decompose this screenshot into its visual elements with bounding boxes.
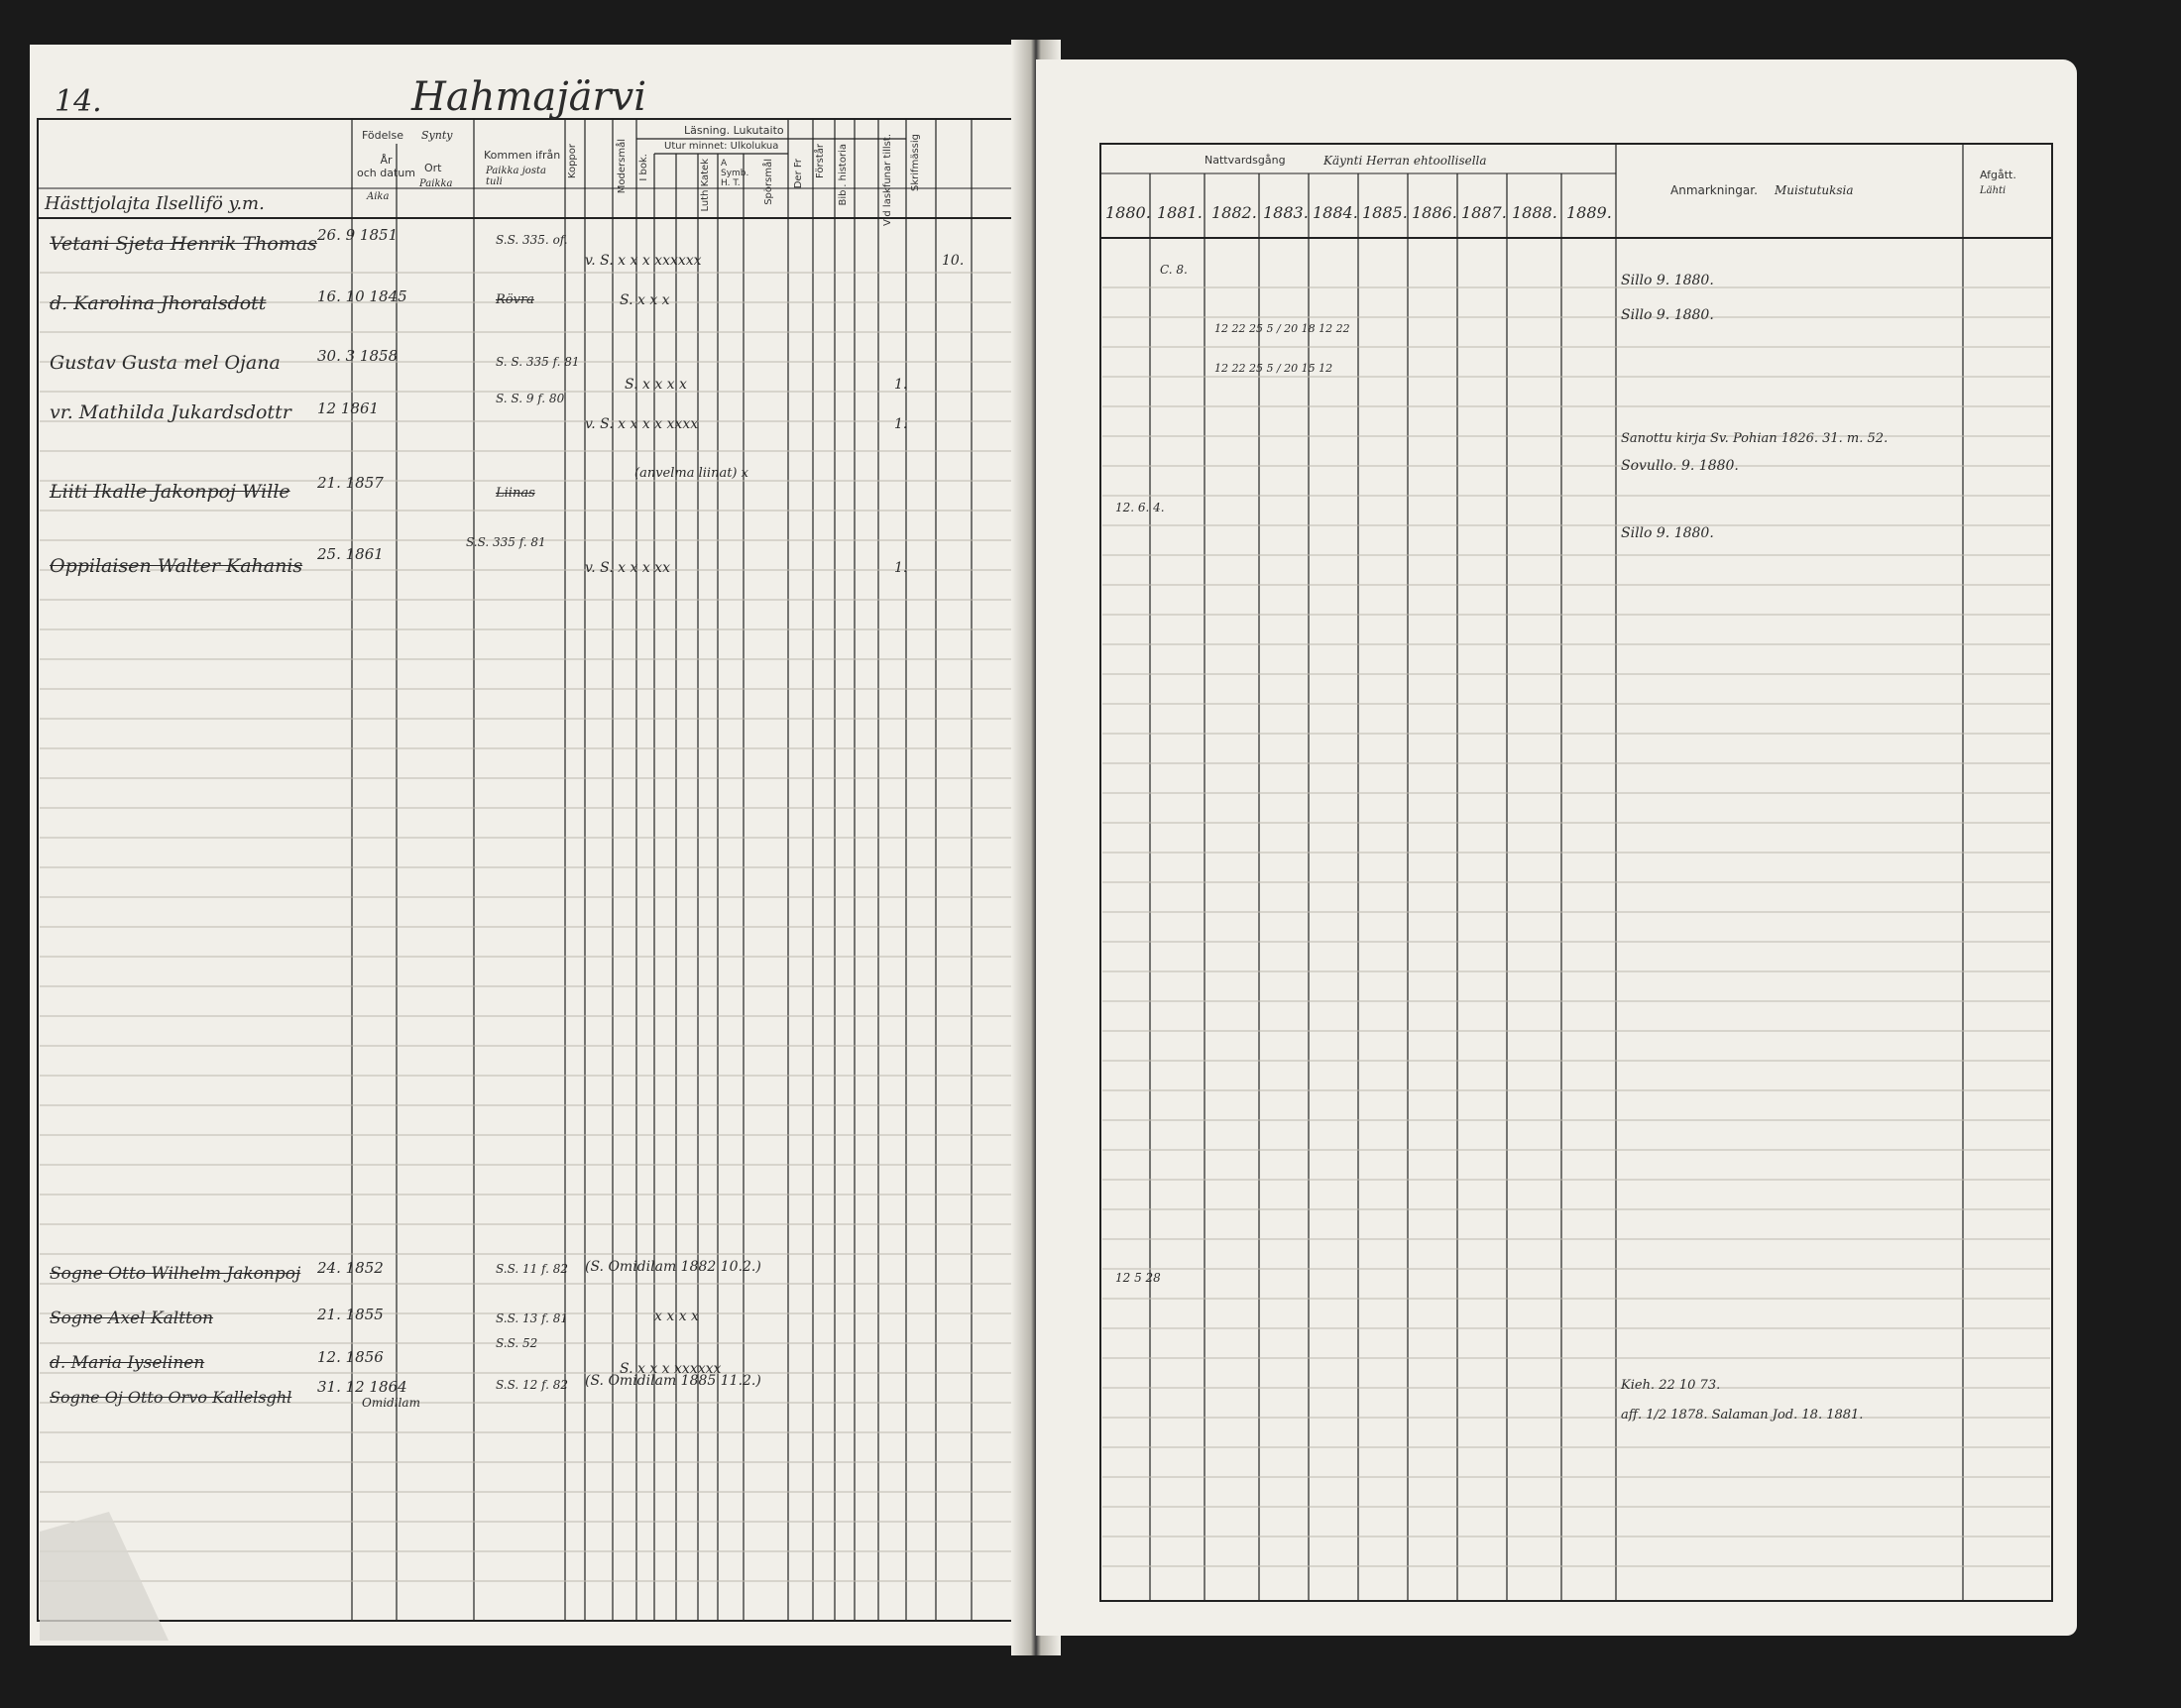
mother-tongue-header: Modersmål bbox=[617, 139, 628, 194]
entry-date: 30. 3 1858 bbox=[317, 347, 399, 365]
entry-note: 1. bbox=[894, 377, 908, 393]
bible-history-header: Bibl. historia bbox=[838, 144, 849, 206]
entry-moved-from: S.S. 52 bbox=[496, 1336, 538, 1350]
by-heart-header: Utur minnet: Ulkolukua bbox=[664, 141, 779, 152]
year-header: 1882. bbox=[1211, 203, 1257, 222]
entry-marks: (S. Omidilam 1882 10.2.) bbox=[585, 1259, 761, 1275]
entry-moved-from: S.S. 335. of. bbox=[496, 233, 568, 247]
name-column-header: Hästtjolajta Ilsellifö y.m. bbox=[45, 193, 265, 214]
confirmation-header: Vid laskfunar tillst. bbox=[882, 134, 893, 227]
entry-marks: v. S. x x x xx bbox=[585, 560, 670, 576]
moved-from-header-fi: Paikka josta tuli bbox=[486, 166, 546, 187]
communion-mark: 12 22 25 5 / 20 15 12 bbox=[1214, 362, 1333, 375]
entry-date: 26. 9 1851 bbox=[317, 226, 399, 244]
entry-marks: S. x x x x bbox=[625, 377, 687, 393]
remark-text: Sanottu kirja Sv. Pohian 1826. 31. m. 52. bbox=[1621, 431, 1889, 446]
entry-date: 12 1861 bbox=[317, 399, 380, 417]
birth-header-fi: Synty bbox=[421, 129, 453, 142]
entry-name: d. Maria Iyselinen bbox=[50, 1353, 205, 1373]
departed-header-fi: Lähti bbox=[1980, 185, 2007, 196]
remarks-header-fi: Muistutuksia bbox=[1775, 183, 1854, 197]
remark-text: Kieh. 22 10 73. bbox=[1621, 1378, 1721, 1393]
entry-marks: (S. Omidilam 1885 11.2.) bbox=[585, 1373, 761, 1389]
year-header: 1881. bbox=[1157, 203, 1203, 222]
remark-text: Sillo 9. 1880. bbox=[1621, 307, 1714, 323]
small-catechism-header: Luth Katek bbox=[700, 159, 711, 212]
entry-name: d. Karolina Jhoralsdott bbox=[50, 292, 267, 314]
departed-header: Afgått. bbox=[1980, 169, 2016, 181]
entry-date: 21. 1855 bbox=[317, 1306, 384, 1323]
left-page bbox=[30, 45, 1041, 1646]
communion-header-fi: Käynti Herran ehtoollisella bbox=[1323, 154, 1487, 168]
year-header: 1883. bbox=[1263, 203, 1309, 222]
remarks-header: Anmarkningar. bbox=[1670, 183, 1758, 197]
understanding-header: Förstår bbox=[815, 144, 826, 178]
entry-moved-from: Liinas bbox=[496, 486, 535, 501]
catechism-mark-header: Skrifmässig bbox=[910, 134, 921, 191]
entry-moved-from: S.S. 335 f. 81 bbox=[466, 535, 546, 549]
smallpox-header: Koppor bbox=[567, 144, 578, 179]
birth-header: Födelse bbox=[362, 129, 403, 142]
year-header: 1884. bbox=[1313, 203, 1358, 222]
year-header: 1889. bbox=[1566, 203, 1612, 222]
entry-note: Omidilam bbox=[362, 1396, 420, 1410]
entry-name: Liiti Ikalle Jakonpoj Wille bbox=[50, 481, 290, 503]
entry-name: Gustav Gusta mel Ojana bbox=[50, 352, 281, 374]
remark-text: Sovullo. 9. 1880. bbox=[1621, 458, 1739, 474]
entry-moved-from: S.S. 11 f. 82 bbox=[496, 1262, 569, 1276]
entry-date: 12. 1856 bbox=[317, 1348, 384, 1366]
entry-marks: v. S. x x x x xxxx bbox=[585, 416, 699, 432]
entry-name: Vetani Sjeta Henrik Thomas bbox=[50, 233, 317, 255]
entry-moved-from: S.S. 13 f. 81 bbox=[496, 1311, 569, 1325]
entry-date: 31. 12 1864 bbox=[317, 1378, 407, 1396]
birth-place-header-fi: Paikka bbox=[419, 178, 453, 189]
moved-from-header: Kommen ifrån bbox=[484, 149, 561, 162]
reading-header: Läsning. Lukutaito bbox=[684, 124, 784, 137]
communion-mark: 12 5 28 bbox=[1115, 1271, 1161, 1285]
entry-marks: S. x x x xxxxxx bbox=[620, 1361, 722, 1377]
entry-marks: x x x x bbox=[654, 1309, 699, 1324]
remark-text: Sillo 9. 1880. bbox=[1621, 525, 1714, 541]
year-header: 1887. bbox=[1461, 203, 1507, 222]
a-symb-header: A Symb. H. T. bbox=[721, 159, 749, 188]
entry-date: 16. 10 1845 bbox=[317, 287, 407, 305]
remark-text: aff. 1/2 1878. Salaman Jod. 18. 1881. bbox=[1621, 1408, 1864, 1423]
right-page bbox=[1036, 59, 2077, 1636]
communion-header: Nattvardsgång bbox=[1205, 154, 1286, 167]
entry-date: 25. 1861 bbox=[317, 545, 384, 563]
entry-name: vr. Mathilda Jukardsdottr bbox=[50, 401, 291, 423]
remark-text: Sillo 9. 1880. bbox=[1621, 273, 1714, 288]
year-header: 1886. bbox=[1412, 203, 1457, 222]
in-book-header: I bok. bbox=[638, 154, 649, 181]
der-fr-header: Der Fr bbox=[793, 159, 804, 189]
entry-note: 1. bbox=[894, 560, 908, 576]
page-number: 14. bbox=[55, 84, 102, 119]
questions-header: Spörsmål bbox=[763, 159, 774, 205]
entry-note: 10. bbox=[942, 253, 965, 269]
entry-note: 1. bbox=[894, 416, 908, 432]
entry-marks: S. x x x bbox=[620, 292, 670, 308]
birth-year-header: År och datum bbox=[357, 154, 415, 179]
communion-mark: C. 8. bbox=[1160, 263, 1188, 277]
entry-date: 24. 1852 bbox=[317, 1259, 384, 1277]
year-header: 1880. bbox=[1105, 203, 1151, 222]
birth-year-header-fi: Aika bbox=[367, 191, 390, 202]
entry-moved-from: Rövra bbox=[496, 292, 534, 307]
entry-name: Sogne Axel Kaltton bbox=[50, 1309, 214, 1328]
entry-name: Sogne Oj Otto Orvo Kallelsghl bbox=[50, 1388, 292, 1407]
birth-place-header: Ort bbox=[424, 162, 442, 174]
entry-moved-from: S. S. 9 f. 80 bbox=[496, 392, 565, 405]
entry-marks: v. S. x x x xxxxxx bbox=[585, 253, 702, 269]
entry-date: 21. 1857 bbox=[317, 474, 384, 492]
entry-moved-from: S. S. 335 f. 81 bbox=[496, 355, 580, 369]
communion-mark: 12 22 25 5 / 20 18 12 22 bbox=[1214, 322, 1350, 335]
year-header: 1885. bbox=[1362, 203, 1408, 222]
right-ledger-grid bbox=[1036, 59, 2077, 1636]
year-header: 1888. bbox=[1512, 203, 1557, 222]
communion-mark: 12. 6. 4. bbox=[1115, 501, 1165, 514]
entry-name: Oppilaisen Walter Kahanis bbox=[50, 555, 303, 577]
entry-moved-from: S.S. 12 f. 82 bbox=[496, 1378, 569, 1392]
village-title: Hahmajärvi bbox=[411, 74, 647, 120]
entry-name: Sogne Otto Wilhelm Jakonpoj bbox=[50, 1264, 301, 1284]
entry-marks: (anvelma liinat) x bbox=[634, 466, 748, 481]
